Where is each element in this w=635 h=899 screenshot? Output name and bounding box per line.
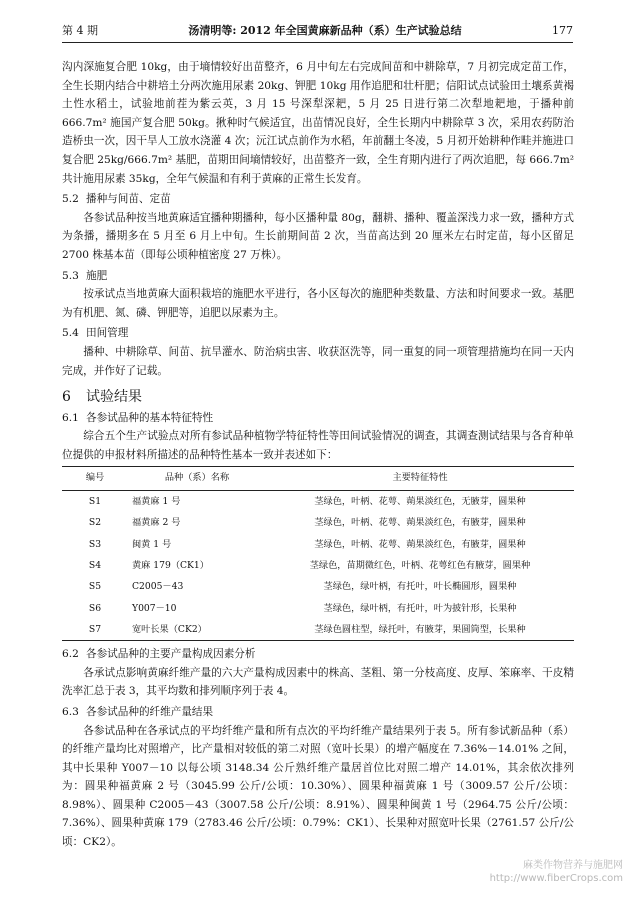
section-heading-6-3: 6.3 各参试品种的纤维产量结果: [62, 705, 214, 718]
column-header: 品种（系）名称: [128, 467, 266, 491]
table-row: [62, 491, 574, 513]
table-row: [62, 619, 574, 641]
section-heading-5-2: 5.2 播种与间苗、定苗: [62, 193, 171, 206]
paragraph: 播种、中耕除草、间苗、抗旱灌水、防治病虫害、收获沤洗等，同一重复的同一项管理措施均在同一天内完成，并作好了记载。: [62, 345, 574, 377]
table-cell: Y007－10: [132, 602, 177, 614]
table-cell: S1: [88, 496, 102, 508]
column-header: 编号: [62, 467, 128, 491]
table-row: [62, 576, 574, 597]
table-row: [62, 534, 574, 555]
paragraph: 各参试品种在各承试点的平均纤维产量和所有点次的平均纤维产量结果列于表 5。所有参试新品种（系）的纤维产量均比对照增产，比产量相对较低的第二对照（宽叶长果）的增产幅度在 7.36%－14.01% 之间，其中长果种 Y007－10 以每公顷 3148.34 公斤熟纤维产量居首位比对照二增产 14.01%，其余依次排列为：圆果种福黄麻 2 号（3045.99 公斤/公顷：10.30%）、圆果种福黄麻 1 号（3009.57 公斤/公顷：8.98%）、圆果种 C2005－43（3007.58 公斤/公顷：8.91%）、圆果种闽黄 1 号（2964.75 公斤/公顷：7.36%）、圆果种黄麻 179（2783.46 公斤/公顷：0.79%：CK1）、长果种对照宽叶长果（2761.57 公斤/公顷：CK2）。: [62, 724, 574, 849]
paragraph: 沟内深施复合肥 10kg，由于墒情较好出苗整齐，6 月中旬左右完成间苗和中耕除草，7 月初完成定苗工作，全生长期内结合中耕培土分两次施用尿素 20kg、钾肥 10kg 用作追肥和壮杆肥；信阳试点试验田土壤系黄褐土性水稻土，试验地前茬为紫云英，3 月 15 号深犁深耙，5 月 25 日进行第二次犁地耙地，于播种前 666.7m² 施国产复合肥 50kg。揪种时气候适宜，出苗情况良好，全生长期内中耕除草 3 次，采用农药防治造桥虫一次，因干旱人工放水浇灌 4 次；沅江试点前作为水稻，年前翻土冬凌，5 月初开始耕种作畦并施进口复合肥 25kg/666.7m² 基肥，苗期田间墒情较好，出苗整齐一致，全生育期内进行了两次追肥，每 666.7m² 共计施用尿素 35kg，全年气候温和有利于黄麻的正常生长发育。: [62, 61, 574, 185]
table-cell: 茎绿色，叶柄、花萼、蒴果淡红色，无腋芽，圆果种: [314, 496, 526, 508]
watermark-url: http://www.fiberCrops.com: [489, 873, 623, 884]
table-cell: 茎绿色，叶柄、花萼、蒴果淡红色，有腋芽，圆果种: [314, 538, 526, 550]
table-cell: S3: [88, 538, 102, 550]
table-cell: 茎绿色圆柱型，绿托叶，有腋芽，果圆筒型，长果种: [266, 619, 574, 641]
section-heading-5-3: 5.3 施肥: [62, 269, 108, 282]
header-rule: [62, 42, 573, 43]
table-cell: 茎绿色，苗期微红色，叶柄、花萼红色有腋芽，圆果种: [309, 559, 531, 571]
table-cell: 闽黄 1 号: [132, 538, 172, 550]
table-row: [62, 555, 574, 576]
running-header: [62, 22, 573, 38]
section-heading-5-4: 5.4 田间管理: [62, 327, 129, 340]
paragraph: 各承试点影响黄麻纤维产量的六大产量构成因素中的株高、茎粗、第一分枝高度、皮厚、笨麻率、干皮精洗率汇总于表 3，其平均数和排列顺序列于表 4。: [62, 666, 574, 698]
section-heading-6-1: 6.1 各参试品种的基本特征特性: [62, 411, 214, 424]
table-cell: S6: [88, 602, 102, 614]
running-title: 汤清明等: 2012 年全国黄麻新品种（系）生产试验总结: [188, 24, 462, 37]
table-cell: S4: [88, 559, 102, 571]
page-number: 177: [552, 23, 573, 37]
column-header: 主要特征特性: [266, 467, 574, 491]
table-cell: S7: [62, 619, 128, 641]
table-cell: S2: [88, 517, 102, 529]
table-cell: 福黄麻 1 号: [132, 496, 181, 508]
variety-traits-table: [62, 466, 574, 641]
issue-number: 第 4 期: [62, 24, 98, 37]
table-cell: C2005－43: [132, 581, 184, 593]
table-row: [62, 512, 574, 533]
table-cell: 黄麻 179（CK1）: [132, 559, 209, 571]
table-header-row: [62, 467, 574, 491]
table-cell: 茎绿色，叶柄、花萼、蒴果淡红色，有腋芽，圆果种: [314, 517, 526, 529]
table-cell: 福黄麻 2 号: [132, 517, 181, 529]
table-cell: 茎绿色，绿叶柄，有托叶，叶长椭圆形，圆果种: [323, 581, 517, 593]
table-cell: 茎绿色，绿叶柄，有托叶，叶为披针形，长果种: [323, 602, 517, 614]
table-cell: 宽叶长果（CK2）: [128, 619, 266, 641]
table-row: [62, 598, 574, 619]
watermark: [490, 859, 623, 885]
table-cell: S5: [88, 581, 102, 593]
paragraph: 综合五个生产试验点对所有参试品种植物学特征特性等田间试验情况的调查，其调查测试结果与各育种单位提供的申报材料所描述的品种特性基本一致并表述如下：: [62, 430, 574, 461]
section-heading-6-2: 6.2 各参试品种的主要产量构成因素分析: [62, 648, 256, 661]
section-heading-6: 6 试验结果: [62, 389, 142, 406]
watermark-title: 麻类作物营养与施肥网: [523, 860, 623, 871]
paragraph: 按承试点当地黄麻大面积栽培的施肥水平进行，各小区每次的施肥种类数量、方法和时间要求一致。基肥为有机肥、氮、磷、钾肥等，追肥以尿素为主。: [62, 288, 574, 319]
paragraph: 各参试品种按当地黄麻适宜播种期播种，每小区播种量 80g，翻耕、播种、覆盖深浅力求一致，播种方式为条播，播期多在 5 月至 6 月上中旬。生长前期间苗 2 次，当苗高达到 20 厘米左右时定苗，每小区留足 2700 株基本苗（即每公顷种植密度 27 万株）。: [62, 211, 574, 261]
article-body: [62, 58, 574, 852]
